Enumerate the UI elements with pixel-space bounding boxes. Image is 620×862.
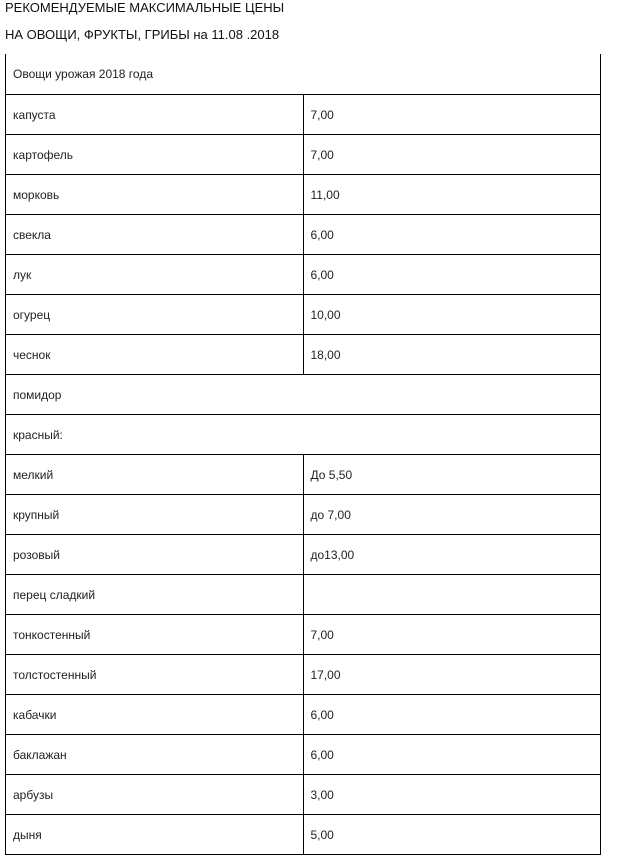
price-table [5, 54, 601, 855]
item-name-cell: тонкостенный [6, 615, 304, 655]
item-price-cell: 6,00 [303, 735, 601, 775]
item-name-cell: огурец [6, 295, 304, 335]
item-name-cell: дыня [6, 815, 304, 855]
item-price-cell: 5,00 [303, 815, 601, 855]
item-price-cell: 3,00 [303, 775, 601, 815]
item-name-cell: капуста [6, 95, 304, 135]
item-price-cell: 7,00 [303, 615, 601, 655]
item-name-cell: чеснок [6, 335, 304, 375]
table-row [6, 335, 601, 375]
item-name-cell: картофель [6, 135, 304, 175]
table-row [6, 415, 601, 455]
item-price-cell [303, 575, 601, 615]
item-name-cell: помидор [6, 375, 601, 415]
table-row [6, 255, 601, 295]
item-price-cell: 17,00 [303, 655, 601, 695]
table-row [6, 175, 601, 215]
table-row [6, 375, 601, 415]
table-row [6, 735, 601, 775]
item-name-cell: перец сладкий [6, 575, 304, 615]
item-name-cell: красный: [6, 415, 601, 455]
section-title: Овощи урожая 2018 года [6, 54, 601, 95]
item-price-cell: 6,00 [303, 255, 601, 295]
table-row [6, 775, 601, 815]
item-name-cell: крупный [6, 495, 304, 535]
table-row [6, 655, 601, 695]
item-price-cell: 10,00 [303, 295, 601, 335]
item-name-cell: розовый [6, 535, 304, 575]
table-row [6, 215, 601, 255]
table-row [6, 135, 601, 175]
item-price-cell: До 5,50 [303, 455, 601, 495]
item-name-cell: кабачки [6, 695, 304, 735]
table-row [6, 455, 601, 495]
table-row [6, 575, 601, 615]
item-name-cell: арбузы [6, 775, 304, 815]
item-name-cell: мелкий [6, 455, 304, 495]
item-price-cell: 6,00 [303, 695, 601, 735]
table-row [6, 815, 601, 855]
heading-line-2: НА ОВОЩИ, ФРУКТЫ, ГРИБЫ на 11.08 .2018 [5, 27, 280, 42]
heading-line-1: РЕКОМЕНДУЕМЫЕ МАКСИМАЛЬНЫЕ ЦЕНЫ [5, 0, 285, 15]
table-row [6, 535, 601, 575]
item-name-cell: лук [6, 255, 304, 295]
section-header-row [6, 54, 601, 95]
item-name-cell: свекла [6, 215, 304, 255]
item-price-cell: 7,00 [303, 135, 601, 175]
item-price-cell: 18,00 [303, 335, 601, 375]
item-price-cell: до 7,00 [303, 495, 601, 535]
table-row [6, 695, 601, 735]
item-price-cell: 6,00 [303, 215, 601, 255]
item-price-cell: до13,00 [303, 535, 601, 575]
table-row [6, 495, 601, 535]
item-price-cell: 7,00 [303, 95, 601, 135]
table-row [6, 295, 601, 335]
item-price-cell: 11,00 [303, 175, 601, 215]
item-name-cell: толстостенный [6, 655, 304, 695]
table-row [6, 615, 601, 655]
item-name-cell: баклажан [6, 735, 304, 775]
item-name-cell: морковь [6, 175, 304, 215]
table-row [6, 95, 601, 135]
